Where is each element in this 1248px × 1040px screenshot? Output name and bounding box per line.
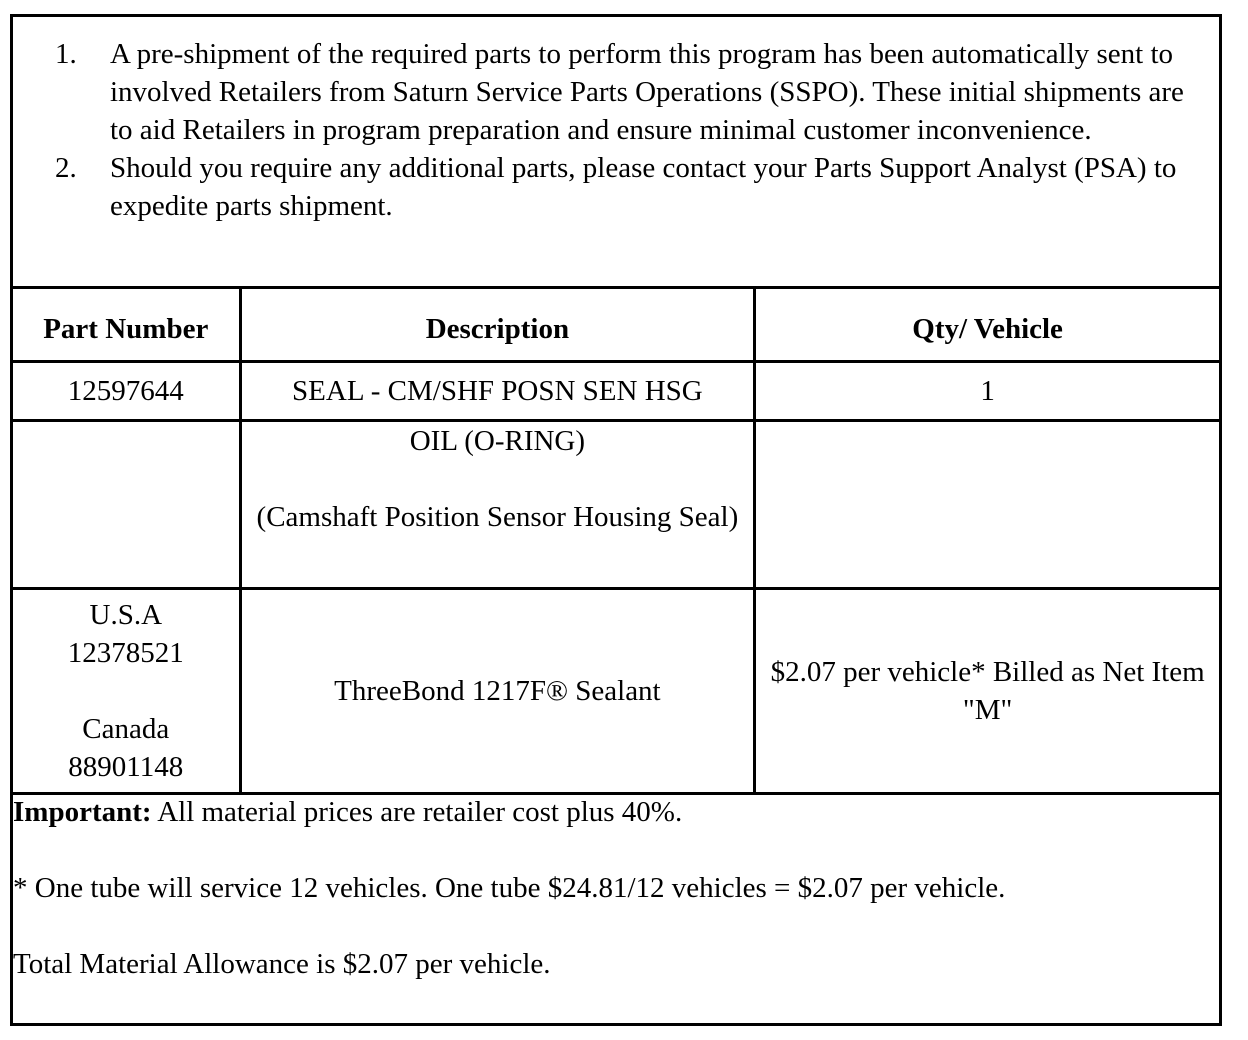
header-part-number: Part Number [13,289,240,362]
part-region-label: U.S.A [89,599,163,631]
important-label: Important: [13,796,152,828]
notes-list [55,35,1185,225]
tube-note: * One tube will service 12 vehicles. One tube $24.81/12 vehicles = $2.07 per vehicle. [13,872,1006,904]
cell-description [240,421,755,589]
note-item [55,35,1185,149]
important-note [13,793,682,831]
notes-section [13,17,1219,289]
cell-qty [755,421,1219,589]
spacer [19,672,233,710]
description-line: OIL (O-RING) [409,425,586,457]
part-region-label: Canada [82,713,170,745]
table-row [13,362,1219,421]
note-number: 1. [55,38,77,70]
cell-part-number [13,421,240,589]
note-item [55,149,1185,225]
cell-description: ThreeBond 1217F® Sealant [240,589,755,794]
cell-part-number: 12597644 [13,362,240,421]
table-row [13,421,1219,589]
spacer [248,460,748,498]
note-text: A pre-shipment of the required parts to perform this program has been automatically sent to involved Retailers from Saturn Service Parts Operations (SSPO). These initial shipments are to aid Retailers in program preparation and ensure minimal customer inconvenience. [110,38,1184,146]
part-number: 12378521 [67,637,184,669]
part-number: 88901148 [68,751,184,783]
cell-qty: 1 [755,362,1219,421]
important-text: All material prices are retailer cost plus 40%. [151,796,683,828]
header-qty-vehicle: Qty/ Vehicle [755,289,1219,362]
description-line: (Camshaft Position Sensor Housing Seal) [256,501,739,533]
total-allowance: Total Material Allowance is $2.07 per vehicle. [13,948,551,980]
table-header-row [13,289,1219,362]
cell-part-number [13,589,240,794]
note-text: Should you require any additional parts, please contact your Parts Support Analyst (PSA) to expedite parts shipment. [110,152,1177,222]
parts-table [13,289,1219,795]
document-frame [10,14,1222,1026]
cell-qty: $2.07 per vehicle* Billed as Net Item "M" [755,589,1219,794]
table-row [13,589,1219,794]
cell-description: SEAL - CM/SHF POSN SEN HSG [240,362,755,421]
note-number: 2. [55,152,77,184]
header-description: Description [240,289,755,362]
